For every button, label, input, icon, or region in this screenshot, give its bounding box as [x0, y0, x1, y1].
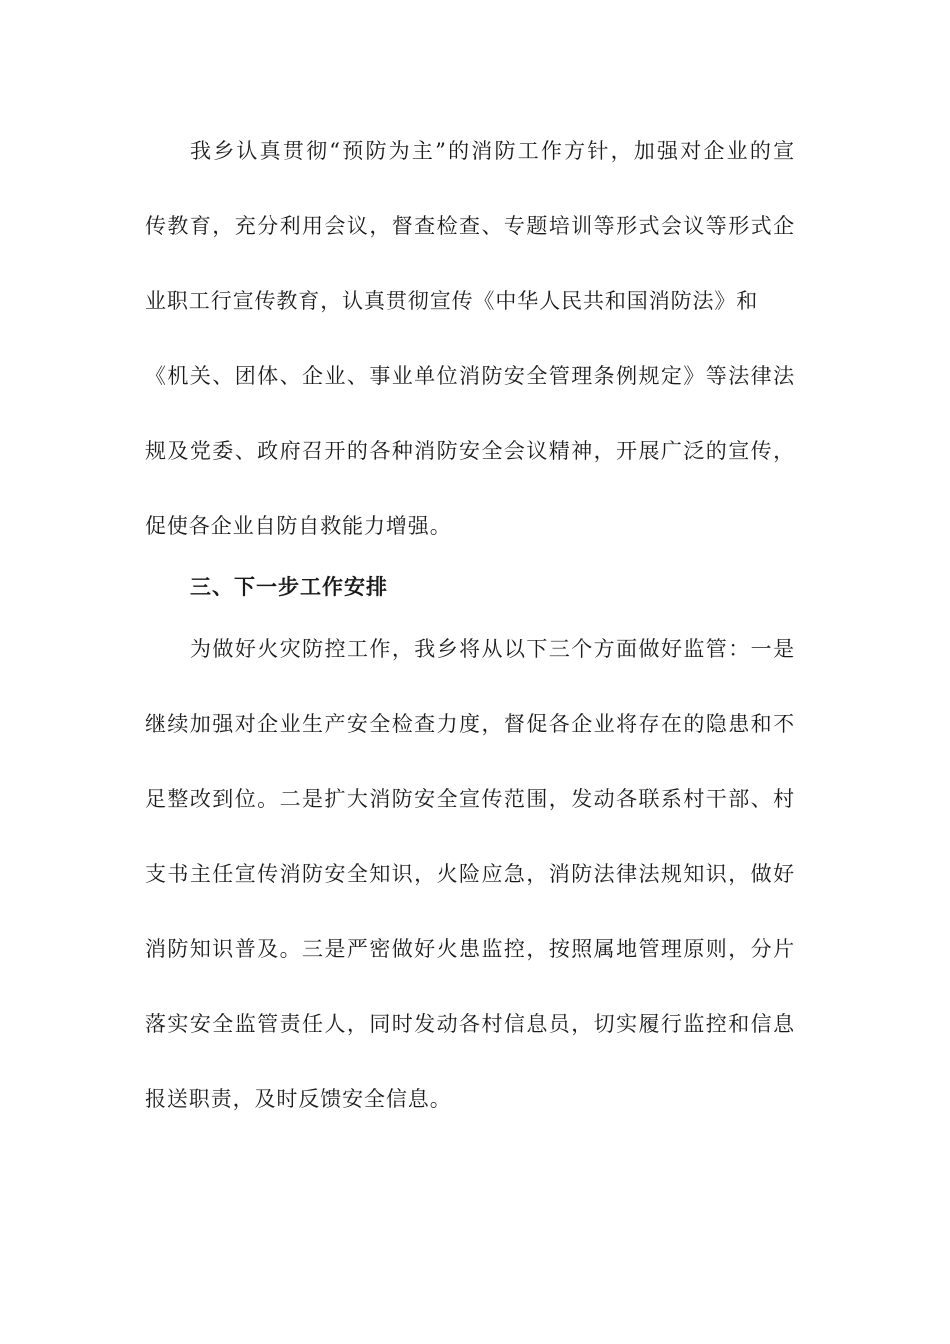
paragraph-1-line-4: 《机关、团体、企业、事业单位消防安全管理条例规定》等法律法	[145, 364, 795, 388]
paragraph-2-line-2: 继续加强对企业生产安全检查力度，督促各企业将存在的隐患和不	[145, 712, 795, 736]
section-heading: 三、下一步工作安排	[190, 575, 388, 599]
paragraph-2-line-5: 消防知识普及。三是严密做好火患监控，按照属地管理原则，分片	[145, 937, 795, 961]
paragraph-1-line-5: 规及党委、政府召开的各种消防安全会议精神，开展广泛的宣传，	[145, 439, 795, 463]
paragraph-1-line-2: 传教育，充分利用会议，督查检查、专题培训等形式会议等形式企	[145, 214, 795, 238]
paragraph-2-line-4: 支书主任宣传消防安全知识，火险应急，消防法律法规知识，做好	[145, 862, 795, 886]
paragraph-2-line-1: 为做好火灾防控工作，我乡将从以下三个方面做好监管：一是	[190, 637, 795, 661]
paragraph-2-line-6: 落实安全监管责任人，同时发动各村信息员，切实履行监控和信息	[145, 1012, 795, 1036]
paragraph-2-line-3: 足整改到位。二是扩大消防安全宣传范围，发动各联系村干部、村	[145, 787, 795, 811]
paragraph-1-line-3: 业职工行宣传教育，认真贯彻宣传《中华人民共和国消防法》和	[145, 289, 759, 313]
paragraph-1-line-6: 促使各企业自防自救能力增强。	[145, 514, 452, 538]
paragraph-2-line-7: 报送职责，及时反馈安全信息。	[145, 1087, 452, 1111]
paragraph-1-line-1: 我乡认真贯彻“预防为主”的消防工作方针，加强对企业的宣	[190, 139, 795, 163]
